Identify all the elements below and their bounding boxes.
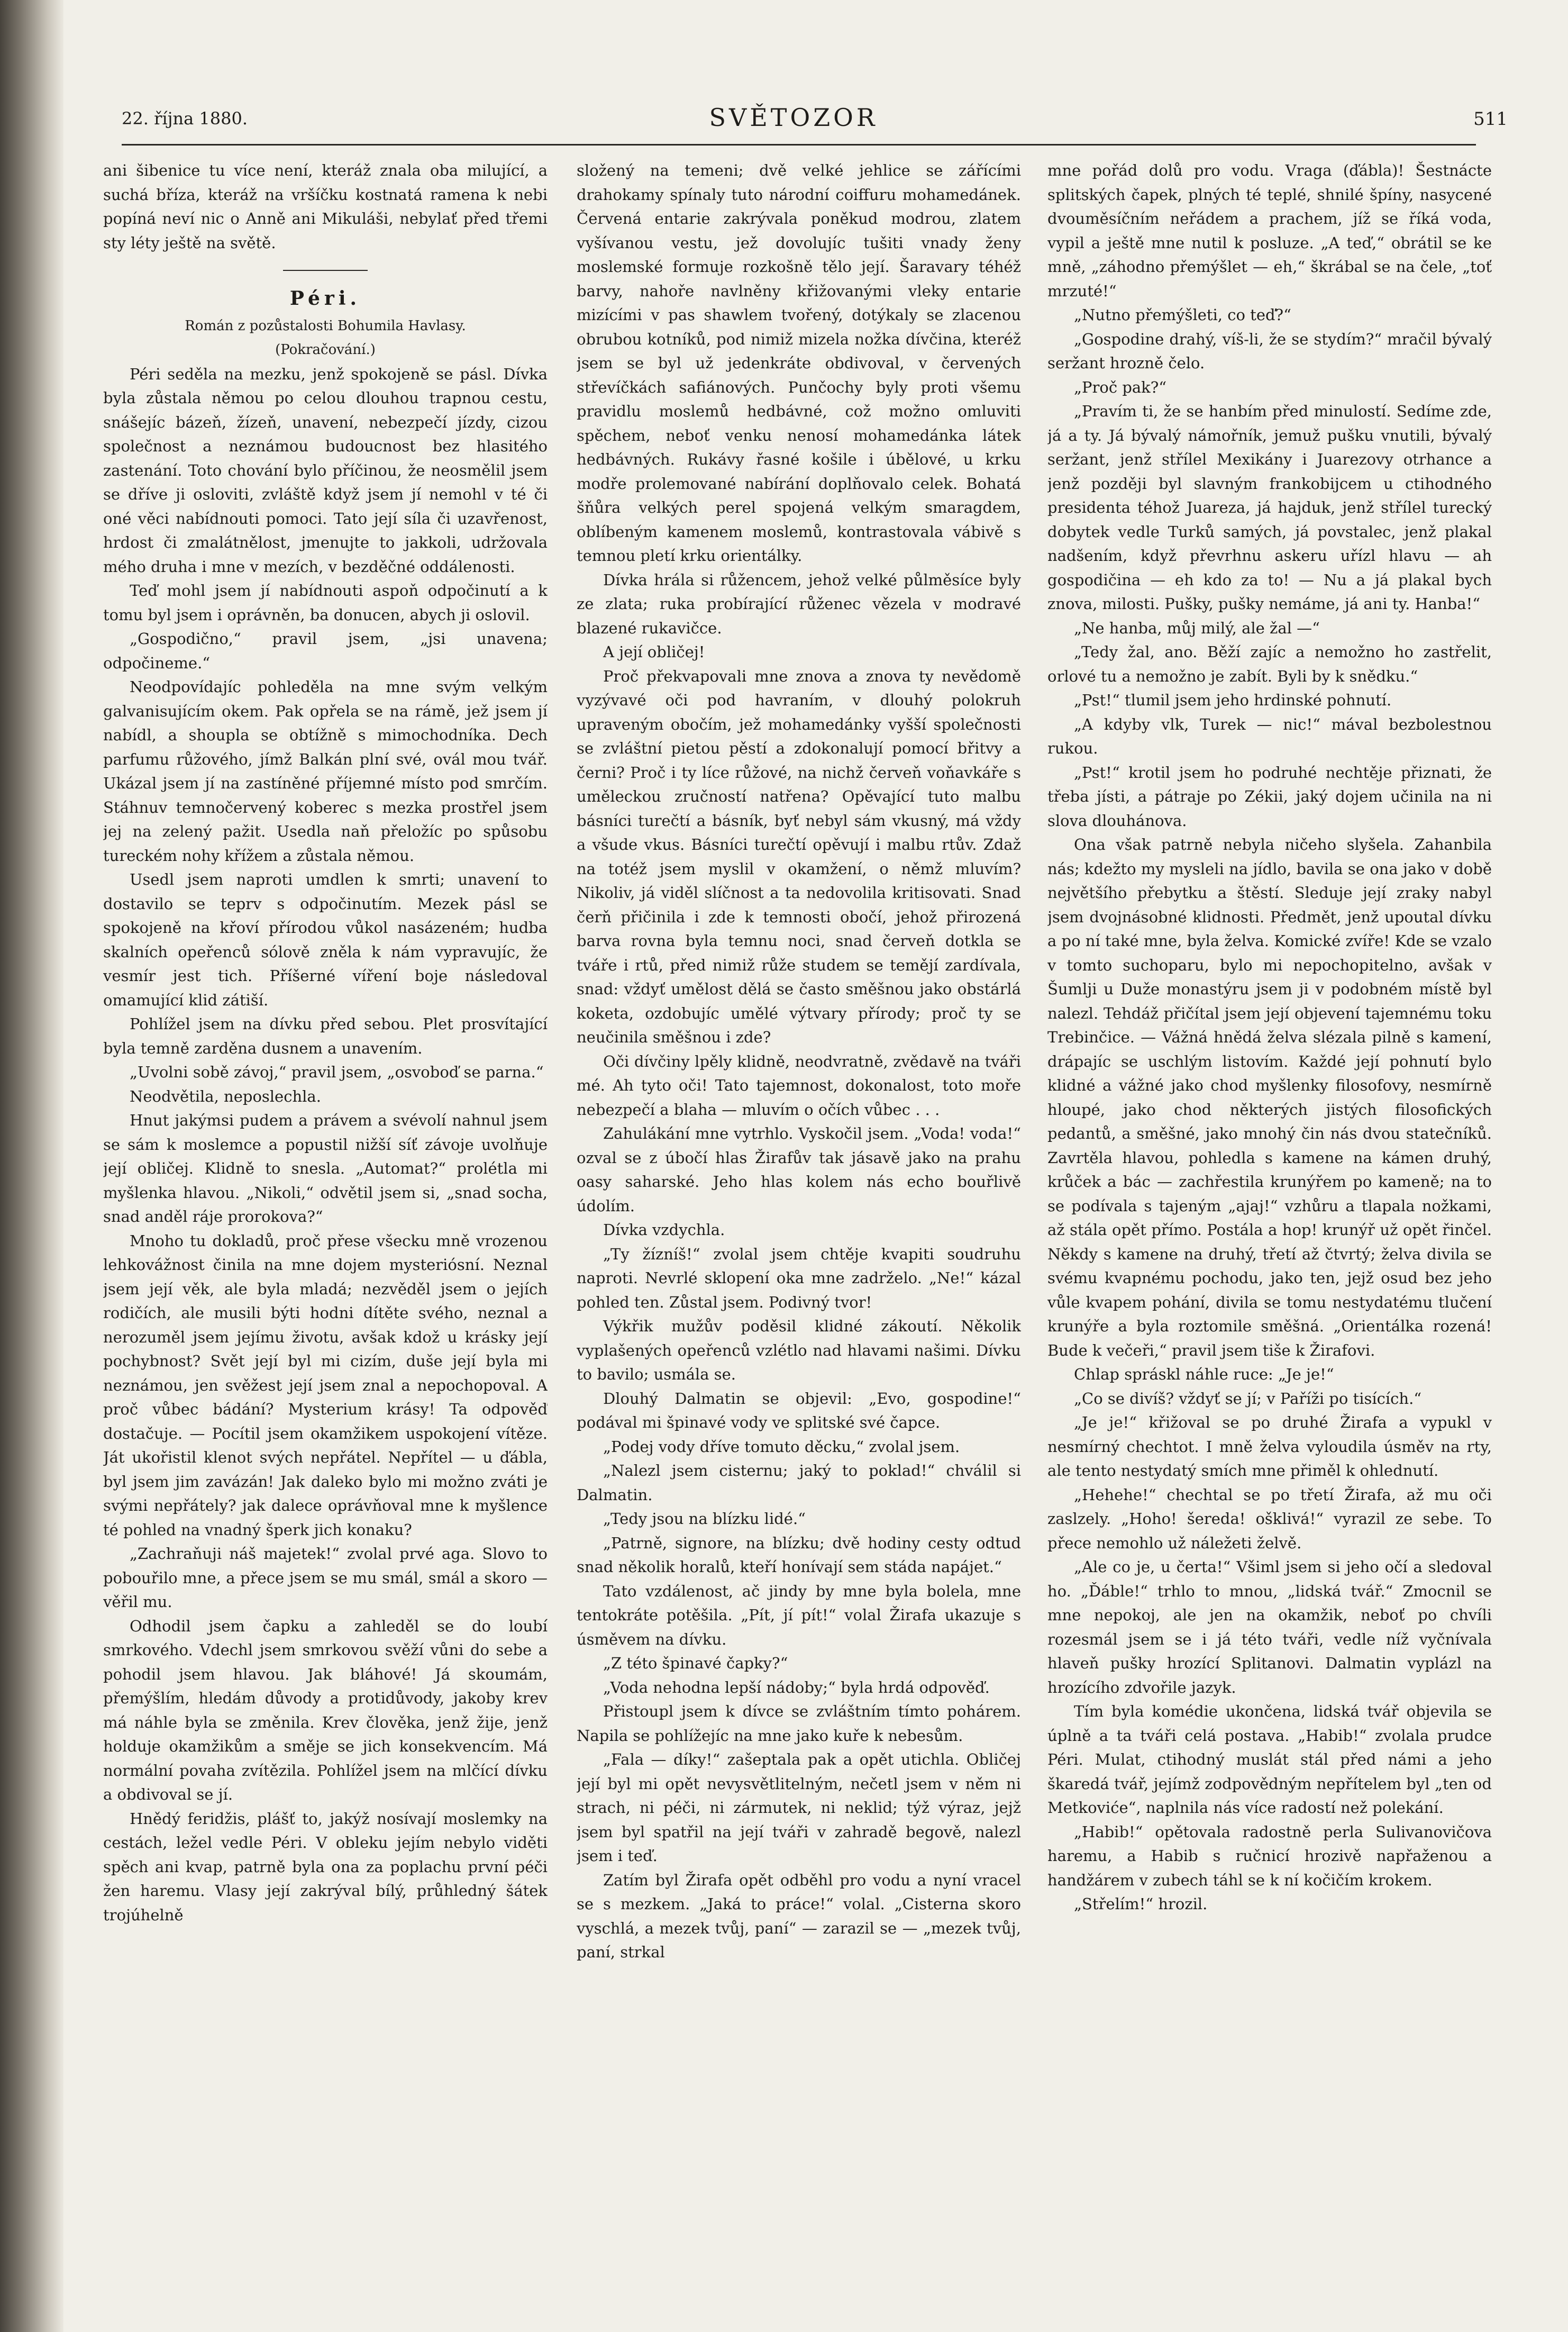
paragraph: „Pravím ti, že se hanbím před minulostí. Sedíme zde, já a ty. Já bývalý námořník, jemuž pušku vnutili, bývalý seržant, jenž střílel Mexikány i Juarezovy otrhance a jenž později byl slavným frankobijcem u ctihodného presidenta téhož Juareza, já hajduk, jenž střílel turecký dobytek vedle Turků samých, já povstalec, jenž plakal nadšením, když převrhnu askeru uřízl hlavu — ah gospodičina — eh kdo za to! — Nu a já plakal bych znova, milosti. Pušky, pušky nemáme, já ani ty. Hanba!“ xyxy=(1047,402,1492,613)
article-subtitle: Román z pozůstalosti Bohumila Havlasy. xyxy=(185,317,466,334)
paragraph: Ona však patrně nebyla ničeho slyšela. Zahanbila nás; kdežto my mysleli na jídlo, bavila se ona jako v době největšího přebytku a štěstí. Sleduje její zraky nabyl jsem dvojnásobné klidnosti. Předmět, jenž upoutal dívku a po ní také mne, byla želva. Komické zvíře! Kde se vzalo v tomto suchoparu, bylo mi nepochopitelno, avšak v Šumlji u Duže monastýru jsem ji v podobném místě byl nalezl. Tehdáž přičítal jsem její objevení tajemnému toku Trebinčice. — Vážná hnědá želva slézala pilně s kamení, drápajíc se uschlým listovím. Každé její pohnutí bylo klidné a vážné jako chod myšlenky filosofovy, nesmírně hloupé, jako chod některých jistých filosofických pedantů, a směšné, jako mnohý čin nás dvou statečníků. Zavrtěla hlavou, pohledla s kamene na kámen druhý, krůček a bác — zachřestila krunýřem po kameně; na to se podívala s tajeným „ajaj!“ vzhůru a tlapala nožkami, až stála opět přímo. Postála a hop! krunýř už opět řinčel. Někdy s kamene na druhý, třetí až čtvrtý; želva divila se svému kvapnému pochodu, jako ten, jejž osud bez jeho vůle kvapem pohání, divila se tomu nestydatému tlučení krunýře a byla roztomile směšná. „Orientálka rozená! Bude k večeři,“ pravil jsem tiše k Žirafovi. xyxy=(1047,836,1492,1359)
page-number: 511 xyxy=(1473,108,1508,130)
paragraph: „Je je!“ křižoval se po druhé Žirafa a vypukl v nesmírný chechtot. I mně želva vyloudila úsměv na rty, ale tento nestydatý smích mne přiměl k ohlednutí. xyxy=(1047,1413,1492,1480)
paragraph: „Z této špinavé čapky?“ xyxy=(603,1654,788,1672)
paragraph: „Nalezl jsem cisternu; jaký to poklad!“ chválil si Dalmatin. xyxy=(577,1462,1021,1504)
paragraph: „Ty žízníš!“ zvolal jsem chtěje kvapiti soudruhu naproti. Nevrlé sklopení oka mne zadrželo. „Ne!“ kázal pohled ten. Zůstal jsem. Podivný tvor! xyxy=(577,1245,1021,1311)
paragraph: „Patrně, signore, na blízku; dvě hodiny cesty odtud snad několik horalů, kteří honívají sem stáda napájet.“ xyxy=(577,1534,1021,1576)
paragraph: „Hehehe!“ chechtal se po třetí Žirafa, až mu oči zaslzely. „Hoho! šereda! ošklivá!“ vyrazil ze sebe. To přece nemohlo už náležeti želvě. xyxy=(1047,1485,1492,1552)
paragraph: „Pst!“ krotil jsem ho podruhé nechtěje přiznati, že třeba jísti, a pátraje po Zékii, jaký dojem učinila na ni slova dlouhánova. xyxy=(1047,763,1492,830)
header-rule xyxy=(122,144,1476,146)
paragraph: „Gospodično,“ pravil jsem, „jsi unavena; odpočineme.“ xyxy=(103,630,548,672)
paragraph: Mnoho tu dokladů, proč přese všecku mně vrozenou lehkovážnost činila na mne dojem mysteriósní. Neznal jsem její věk, ale byla mladá; nezvěděl jsem o jejích rodičích, ale musili býti hodni dítěte svého, neznal a nerozuměl jsem jejímu životu, avšak kdož u krásky její pochybnost? Svět její byl mi cizím, duše její byla mi neznámou, jen svěžest její jsem znal a nepochopoval. A proč vůbec bádání? Mysterium krásy! Ta odpověď dostačuje. — Pocítil jsem okamžikem uspokojení vítěze. Ját ukořistil klenot svých nepřátel. Nepřítel — u ďábla, byl jsem jim zavázán! Jak daleko bylo mi možno zváti je svými nepřátely? jak dalece oprávňoval mne k myšlence té pohled na vnadný šperk jich konaku? xyxy=(103,1231,548,1539)
continuation-note: (Pokračování.) xyxy=(275,342,376,358)
paragraph: Teď mohl jsem jí nabídnouti aspoň odpočinutí a k tomu byl jsem i oprávněn, ba donucen, abych ji oslovil. xyxy=(103,582,548,624)
paragraph: Chlap spráskl náhle ruce: „Je je!“ xyxy=(1074,1365,1334,1383)
paragraph: Tím byla komédie ukončena, lidská tvář objevila se úplně a ta tváři celá postava. „Habib!“ zvolala prudce Péri. Mulat, ctihodný muslát stál před námi a jeho škaredá tvář, jejímž zodpovědným nepřítelem byl „ten od Metkoviće“, naplnila nás více radostí než polekání. xyxy=(1047,1702,1492,1817)
paragraph: Odhodil jsem čapku a zahleděl se do loubí smrkového. Vdechl jsem smrkovou svěží vůni do sebe a pohodil jsem hlavou. Jak bláhové! Já skoumám, přemýšlím, hledám důvody a protidůvody, jakoby krev má náhle byla se změnila. Krev člověka, jenž žije, jenž holduje okamžikům a směje se jich konsekvencím. Má normální povaha zvítězila. Pohlížel jsem na mlčící dívku a obdivoval se jí. xyxy=(103,1617,548,1803)
section-divider xyxy=(283,270,368,271)
paragraph: „Podej vody dříve tomuto děcku,“ zvolal jsem. xyxy=(603,1437,960,1456)
paragraph: A její obličej! xyxy=(603,643,705,661)
book-spine-shadow xyxy=(0,0,63,2332)
paragraph: Zatím byl Žirafa opět odběhl pro vodu a nyní vracel se s mezkem. „Jaká to práce!“ volal. „Cisterna skoro vyschlá, a mezek tvůj, paní“ — zarazil se — „mezek tvůj, paní, strkal xyxy=(577,1871,1021,1961)
paragraph: Dlouhý Dalmatin se objevil: „Evo, gospodine!“ podával mi špinavé vody ve splitské své čapce. xyxy=(577,1389,1021,1431)
issue-date: 22. října 1880. xyxy=(122,108,248,129)
paragraph: Proč překvapovali mne znova a znova ty nevědomě vyzývavé oči pod havraním, v dlouhý polokruh upraveným obočím, jež mohamedánky vyšší společnosti se zvláštní pietou pěstí a zdokonalují pomocí břitvy a černi? Proč i ty líce růžové, na nichž červeň voňavkáře s uměleckou zručností natřena? Opěvající tuto malbu básníci turečtí a básník, byť nebyl sám vkusný, má vždy a všude vkus. Básníci turečtí opěvují i malbu rtův. Zdaž na totéž jsem myslil v okamžení, o němž mluvím? Nikoliv, já viděl slíčnost a ta nedovolila kritisovati. Snad čerň přičinila i zde k temnosti obočí, jehož přirozená barva rovna byla temnu noci, snad červeň dotkla se tváře i rtů, před nimiž růže studem se temějí zardívala, snad: vždyť umělost dělá se často směšnou jako obstárlá koketa, ozdobujíc umělé výtvary přírody; proč ty se neučinila směšnou i zde? xyxy=(577,667,1021,1046)
magazine-title: SVĚTOZOR xyxy=(709,103,878,132)
column-3 xyxy=(1047,159,1492,2244)
paragraph: složený na temeni; dvě velké jehlice se zářícími drahokamy spínaly tuto národní coiffuru mohamedánek. Červená entarie zakrývala poněkud modrou, zlatem vyšívanou vestu, jež dovolujíc tušiti vnady ženy moslemské formuje rozkošně tělo její. Šaravary téhéž barvy, nahoře navlněny křižovanými vleky entarie mizícími v pas shawlem tvořený, dotýkaly se zlacenou obrubou kotníků, pod nimiž mizela nožka dívčina, kteréž jsem se byl už jedenkráte obdivoval, v červených střevíčkách safiánových. Punčochy byly proti všemu pravidlu moslemů hedbávné, což možno omluviti spěchem, neboť venku nenosí mohamedánka látek hedbávných. Rukávy řasné košile i úbělové, u krku modře prolemované nabírání doplňovalo celek. Bohatá šňůra velkých perel spojená velkým smaragdem, oblíbeným kamenem moslemů, kontrastovala vábivě s temnou pletí krku orientálky. xyxy=(577,161,1021,565)
column-1 xyxy=(103,159,548,2244)
page-header xyxy=(79,103,1508,140)
article-heading: Péri. xyxy=(289,287,361,310)
paragraph: „Ale co je, u čerta!“ Všiml jsem si jeho očí a sledoval ho. „Ďáble!“ trhlo to mnou, „lidská tvář.“ Zmocnil se mne nepokoj, ale jen na okamžik, neboť po chvíli rozesmál jsem se i já této tváři, vedle níž vyčnívala hlaveň pušky hrozící Splitanovi. Dalmatin vyplázl na hrozícího zdvořile jazyk. xyxy=(1047,1558,1492,1696)
paragraph: Tato vzdálenost, ač jindy by mne byla bolela, mne tentokráte potěšila. „Pít, jí pít!“ volal Žirafa ukazuje s úsměvem na dívku. xyxy=(577,1582,1021,1648)
story-ending: ani šibenice tu více není, kteráž znala oba milující, a suchá bříza, kteráž na vršíčku kostnatá ramena k nebi popíná neví nic o Anně ani Mikuláši, nebylať před třemi sty léty ještě na světě. xyxy=(103,161,548,252)
paragraph: Usedl jsem naproti umdlen k smrti; unavení to dostavilo se teprv s odpočinutím. Mezek pásl se spokojeně na křoví přírodou vůkol nasázeném; hudba skalních opeřenců sólově zněla k nám vypravujíc, že vesmír jest tich. Příšerné víření boje následoval omamující klid zátiší. xyxy=(103,870,548,1009)
paragraph: „A kdyby vlk, Turek — nic!“ mával bezbolestnou rukou. xyxy=(1047,715,1492,757)
paragraph: Hnědý feridžis, plášť to, jakýž nosívají moslemky na cestách, ležel vedle Péri. V obleku jejím nebylo viděti spěch ani kvap, patrně byla ona za poplachu první péči žen haremu. Vlasy její zakrýval bílý, průhledný šátek trojúhelně xyxy=(103,1809,548,1924)
paragraph: mne pořád dolů pro vodu. Vraga (ďábla)! Šestnácte splitských čapek, plných té teplé, shnilé špíny, nasycené dvouměsíčním neřádem a prachem, jíž se říká voda, vypil a ještě mne nutil k posluze. „A teď,“ obrátil se ke mně, „záhodno přemýšlet — eh,“ škrábal se na čele, „toť mrzuté!“ xyxy=(1047,161,1492,300)
paragraph: Neodpovídajíc pohleděla na mne svým velkým galvanisujícím okem. Pak opřela se na rámě, jež jsem jí nabídl, a shoupla se obtížně s mimochodníka. Dech parfumu růžového, jímž Balkán plní své, ovál mou tvář. Ukázal jsem jí na zastíněné příjemné místo pod smrčím. Stáhnuv temnočervený koberec s mezka prostřel jsem jej na zelený pažit. Usedla naň přeložíc po spůsobu tureckém nohy křížem a zůstala němou. xyxy=(103,678,548,865)
paragraph: „Co se divíš? vždyť se jí; v Paříži po tisících.“ xyxy=(1074,1389,1422,1408)
paragraph: Péri seděla na mezku, jenž spokojeně se pásl. Dívka byla zůstala němou po celou dlouhou trapnou cestu, snášejíc bázeň, žízeň, unavení, nebezpečí jízdy, cizou společnost a neznámou budoucnost bez hlasitého zastenání. Toto chování bylo příčinou, že neosmělil jsem se dříve ji osloviti, zvláště když jsem jí nemohl v té či oné věci nabídnouti pomoci. Tato její síla či uzavřenost, hrdost či zmalátnělost, jmenujte to jakkoli, udržovala mého druha i mne v mezích, v bezděčné oddálenosti. xyxy=(103,365,548,576)
paragraph: „Gospodine drahý, víš-li, že se stydím?“ mračil bývalý seržant hrozně čelo. xyxy=(1047,330,1492,372)
paragraph: „Proč pak?“ xyxy=(1074,378,1167,396)
paragraph: Pohlížel jsem na dívku před sebou. Plet prosvítající byla temně zarděna dusnem a unavením. xyxy=(103,1015,548,1057)
paragraph: „Střelím!“ hrozil. xyxy=(1074,1895,1208,1913)
column-2 xyxy=(577,159,1021,2244)
paragraph: Hnut jakýmsi pudem a právem a svévolí nahnul jsem se sám k moslemce a popustil nižší síť závoje uvolňuje její obličej. Klidně to snesla. „Automat?“ prolétla mi myšlenka hlavou. „Nikoli,“ odvětil jsem si, „snad socha, snad anděl ráje prorokova?“ xyxy=(103,1111,548,1226)
paragraph: Neodvětila, neposlechla. xyxy=(130,1087,321,1105)
paragraph: Zahulákání mne vytrhlo. Vyskočil jsem. „Voda! voda!“ ozval se z úbočí hlas Žirafův tak jásavě jako na prahu oasy saharské. Jeho hlas kolem nás echo bouřlivě údolím. xyxy=(577,1124,1021,1215)
paragraph: „Habib!“ opětovala radostně perla Sulivanovičova haremu, a Habib s ručnicí hrozivě napřaženou a handžárem v zubech táhl se k ní kočičím krokem. xyxy=(1047,1822,1492,1889)
paragraph: „Tedy žal, ano. Běží zajíc a nemožno ho zastřelit, orlové tu a nemožno je zabít. Byli by k snědku.“ xyxy=(1047,643,1492,685)
paragraph: Přistoupl jsem k dívce se zvláštním tímto pohárem. Napila se pohlížejíc na mne jako kuře k nebesům. xyxy=(577,1702,1021,1745)
paragraph: „Voda nehodna lepší nádoby;“ byla hrdá odpověď. xyxy=(603,1678,990,1696)
paragraph: „Fala — díky!“ zašeptala pak a opět utichla. Obličej její byl mi opět nevysvětlitelným, nečetl jsem v něm ni strach, ni péči, ni zármutek, ni neklid; týž výraz, jejž jsem byl spatřil na její tváři v zahradě begově, nalezl jsem i teď. xyxy=(577,1750,1021,1865)
paragraph: „Nutno přemýšleti, co teď?“ xyxy=(1074,306,1291,324)
paragraph: „Pst!“ tlumil jsem jeho hrdinské pohnutí. xyxy=(1074,691,1392,709)
paragraph: „Uvolni sobě závoj,“ pravil jsem, „osvoboď se parna.“ xyxy=(130,1063,544,1081)
paragraph: Dívka hrála si růžencem, jehož velké půlměsíce byly ze zlata; ruka probírající růženec vězela v modravé blazené rukavičce. xyxy=(577,570,1021,637)
paragraph: Výkřik mužův poděsil klidné zákoutí. Několik vyplašených opeřenců vzlétlo nad hlavami našimi. Dívku to bavilo; usmála se. xyxy=(577,1317,1021,1383)
paragraph: „Ne hanba, můj milý, ale žal —“ xyxy=(1074,619,1320,637)
paragraph: „Tedy jsou na blízku lidé.“ xyxy=(603,1510,806,1528)
paragraph: „Zachraňuji náš majetek!“ zvolal prvé aga. Slovo to pobouřilo mne, a přece jsem se mu smál, smál a skoro — věřil mu. xyxy=(103,1545,548,1611)
paragraph: Oči dívčiny lpěly klidně, neodvratně, zvědavě na tváři mé. Ah tyto oči! Tato tajemnost, dokonalost, toto moře nebezpečí a blaha — mluvím o očích vůbec . . . xyxy=(577,1052,1021,1119)
paragraph: Dívka vzdychla. xyxy=(603,1221,725,1239)
